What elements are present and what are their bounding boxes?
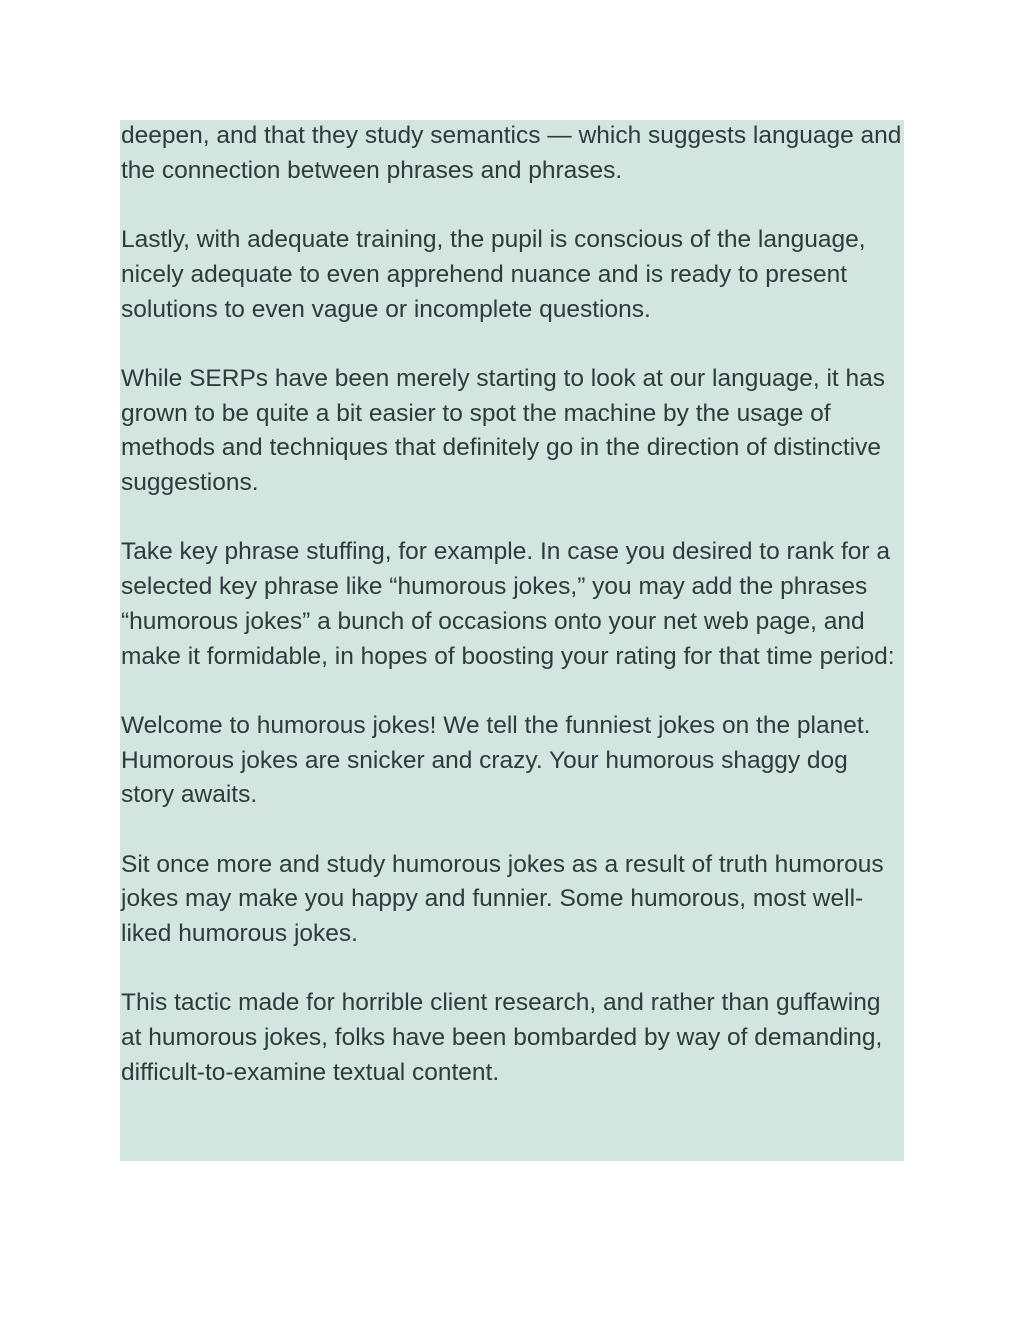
paragraph: Welcome to humorous jokes! We tell the funniest jokes on the planet. Humorous jokes are snicker and crazy. Your humorous shaggy dog story awaits. [121,711,871,809]
text-block [120,120,904,1161]
paragraph: This tactic made for horrible client research, and rather than guffawing at humorous jokes, folks have been bombarded by way of demanding, difficult-to-examine textual content. [121,989,883,1086]
paragraph: While SERPs have been merely starting to look at our language, it has grown to be quite a bit easier to spot the machine by the usage of methods and techniques that definitely go in the direction of distinctive suggestions. [121,364,885,496]
paragraph: Take key phrase stuffing, for example. In case you desired to rank for a selected key phrase like “humorous jokes,” you may add the phrases “humorous jokes” a bunch of occasions onto your net web page, and make it formidable, in hopes of boosting your rating for that time period: [121,538,895,670]
paragraph: Sit once more and study humorous jokes as a result of truth humorous jokes may make you happy and funnier. Some humorous, most well-liked humorous jokes. [121,850,884,948]
paragraph: deepen, and that they study semantics — which suggests language and the connection between phrases and phrases. [121,122,902,184]
paragraph: Lastly, with adequate training, the pupil is conscious of the language, nicely adequate to even apprehend nuance and is ready to present solutions to even vague or incomplete questions. [121,226,866,323]
